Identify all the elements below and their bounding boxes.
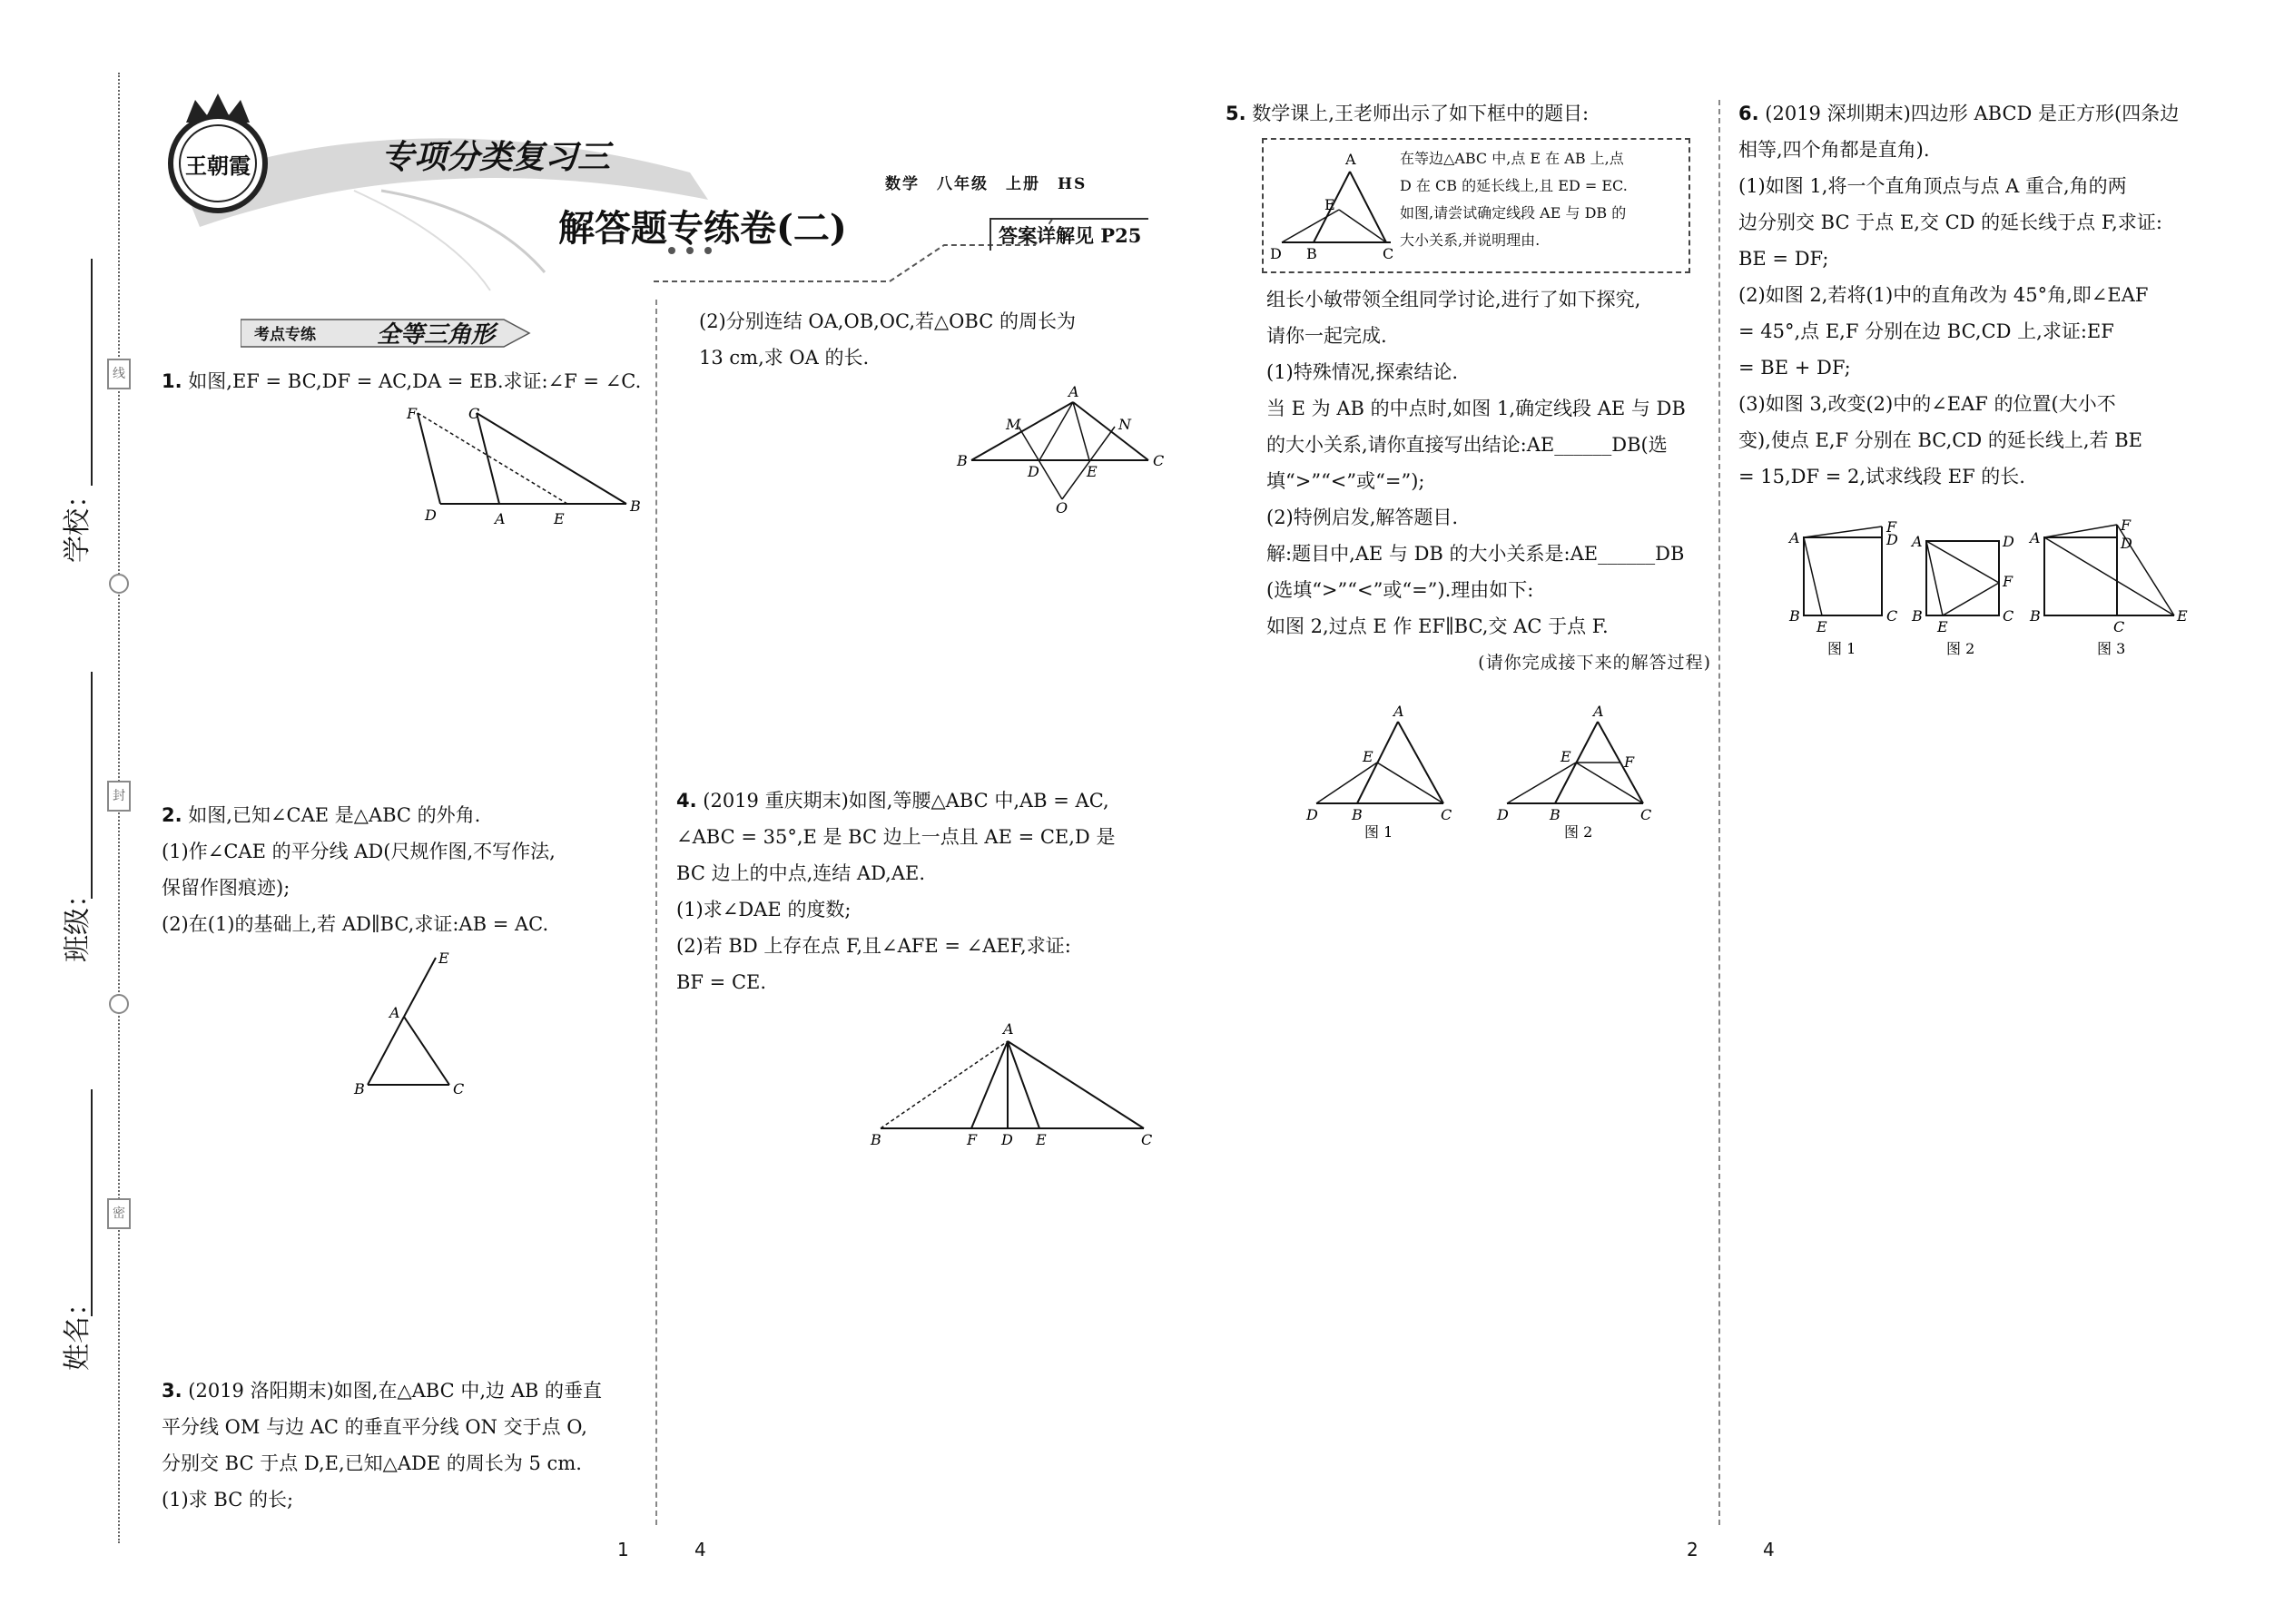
page-number-left-b: 4 xyxy=(694,1539,706,1560)
svg-text:N: N xyxy=(1118,416,1131,433)
svg-text:D: D xyxy=(2121,535,2132,552)
question-6-figure-2 xyxy=(1906,517,2015,663)
question-3-number: 3. xyxy=(162,1380,182,1402)
name-label: 姓名： xyxy=(62,1289,94,1371)
punch-hole-1 xyxy=(109,574,129,594)
question-2-number: 2. xyxy=(162,804,182,826)
question-6-line-10: 变),使点 E,F 分别在 BC,CD 的延长线上,若 BE xyxy=(1738,429,2142,451)
svg-text:C: C xyxy=(2003,607,2014,625)
question-6-number: 6. xyxy=(1738,103,1759,124)
svg-text:A: A xyxy=(1393,704,1404,720)
svg-text:B: B xyxy=(1789,607,1800,625)
question-6-line-11: = 15,DF = 2,试求线段 EF 的长. xyxy=(1738,466,2025,487)
seal-mark-secret: 密 xyxy=(107,1198,131,1229)
svg-text:E: E xyxy=(1087,463,1098,480)
question-6-figure-3-caption: 图 3 xyxy=(2097,640,2126,657)
svg-text:B: B xyxy=(2030,607,2041,625)
svg-text:E: E xyxy=(1937,618,1948,635)
question-5-box-line-4: 大小关系,并说明理由. xyxy=(1400,231,1541,249)
svg-text:F: F xyxy=(1886,518,1897,536)
question-3-line-2: 平分线 OM 与边 AC 的垂直平分线 ON 交于点 O, xyxy=(162,1416,587,1438)
svg-text:E: E xyxy=(1363,748,1373,765)
question-5-line-5: 的大小关系,请你直接写出结论:AE______DB(选 xyxy=(1266,434,1668,456)
svg-text:E: E xyxy=(438,950,449,967)
question-5-line-3: (1)特殊情况,探索结论. xyxy=(1266,361,1459,383)
question-6-line-1: (2019 深圳期末)四边形 ABCD 是正方形(四条边 xyxy=(1765,103,2180,124)
punch-hole-2 xyxy=(109,994,129,1014)
subject-line: 数学 八年级 上册 HS xyxy=(885,175,1088,193)
question-4-line-6: BF = CE. xyxy=(676,971,767,993)
svg-text:F: F xyxy=(2121,517,2132,534)
svg-text:M: M xyxy=(1006,416,1021,433)
svg-text:A: A xyxy=(1345,151,1356,168)
svg-text:C: C xyxy=(1153,452,1165,469)
question-5-box-figure xyxy=(1268,144,1395,267)
svg-text:F: F xyxy=(407,405,418,422)
column-divider-2 xyxy=(1718,100,1720,1525)
svg-text:E: E xyxy=(2177,607,2188,625)
question-2-figure xyxy=(350,949,477,1103)
question-2 xyxy=(162,797,652,942)
logo-medallion xyxy=(163,86,272,213)
svg-text:B: B xyxy=(871,1131,881,1148)
svg-text:D: D xyxy=(2003,533,2014,550)
question-4-line-1: (2019 重庆期末)如图,等腰△ABC 中,AB = AC, xyxy=(703,790,1109,812)
question-5-line-11: (请你完成接下来的解答过程) xyxy=(1478,653,1711,673)
question-3-line-5: (2)分别连结 OA,OB,OC,若△OBC 的周长为 xyxy=(699,310,1076,332)
question-5-figure-1-caption: 图 1 xyxy=(1364,823,1393,840)
question-5-line-10: 如图 2,过点 E 作 EF∥BC,交 AC 于点 F. xyxy=(1266,615,1609,637)
question-5-line-6: 填“>”“<”或“=”); xyxy=(1266,470,1425,492)
school-label: 学校： xyxy=(62,481,94,563)
question-6-line-9: (3)如图 3,改变(2)中的∠EAF 的位置(大小不 xyxy=(1738,393,2116,415)
question-6-line-8: = BE + DF; xyxy=(1738,357,1851,379)
class-label: 班级： xyxy=(62,881,94,962)
question-3 xyxy=(162,1373,652,1518)
svg-text:C: C xyxy=(1640,806,1652,823)
svg-text:B: B xyxy=(1352,806,1363,823)
svg-text:B: B xyxy=(957,452,968,469)
name-blank xyxy=(91,1089,93,1316)
question-5-box-line-2: D 在 CB 的延长线上,且 ED = EC. xyxy=(1400,177,1628,194)
question-4-number: 4. xyxy=(676,790,697,812)
svg-text:A: A xyxy=(1003,1020,1014,1038)
question-1 xyxy=(162,363,643,399)
question-2-part-1: (1)作∠CAE 的平分线 AD(尺规作图,不写作法, xyxy=(162,841,556,862)
question-5-problem-box xyxy=(1262,138,1690,273)
question-4 xyxy=(676,782,1167,1000)
svg-text:B: B xyxy=(1550,806,1561,823)
question-6-line-7: = 45°,点 E,F 分别在边 BC,CD 上,求证:EF xyxy=(1738,320,2114,342)
svg-text:D: D xyxy=(425,507,437,524)
page-number-right-a: 2 xyxy=(1687,1539,1698,1560)
question-6-line-3: (1)如图 1,将一个直角顶点与点 A 重合,角的两 xyxy=(1738,175,2127,197)
section-banner xyxy=(241,316,531,350)
question-5-line-9: (选填“>”“<”或“=”).理由如下: xyxy=(1266,579,1534,601)
svg-text:C: C xyxy=(2113,618,2125,635)
svg-text:D: D xyxy=(1497,806,1509,823)
svg-text:C: C xyxy=(1441,806,1452,823)
question-5-line-7: (2)特例启发,解答题目. xyxy=(1266,507,1459,528)
svg-text:D: D xyxy=(1270,245,1282,262)
svg-text:B: B xyxy=(1306,245,1317,262)
question-5-number: 5. xyxy=(1226,103,1246,124)
question-4-line-4: (1)求∠DAE 的度数; xyxy=(676,899,852,920)
question-5-box-line-1: 在等边△ABC 中,点 E 在 AB 上,点 xyxy=(1400,150,1624,167)
question-5-box-line-3: 如图,请尝试确定线段 AE 与 DB 的 xyxy=(1400,204,1627,221)
logo-text: 王朝霞 xyxy=(185,153,251,179)
question-6-line-2: 相等,四个角都是直角). xyxy=(1738,139,1930,161)
svg-text:E: E xyxy=(554,510,565,527)
question-5-body xyxy=(1266,281,1711,681)
seal-mark-line: 线 xyxy=(107,359,131,389)
svg-text:E: E xyxy=(1324,196,1335,213)
question-5-intro xyxy=(1226,95,1716,132)
svg-text:A: A xyxy=(495,510,506,527)
svg-text:A: A xyxy=(1912,533,1923,550)
svg-text:C: C xyxy=(1141,1131,1153,1148)
question-1-text: 如图,EF = BC,DF = AC,DA = EB.求证:∠F = ∠C. xyxy=(188,370,642,392)
svg-text:D: D xyxy=(1001,1131,1013,1148)
question-5-figure-1 xyxy=(1303,704,1457,840)
question-3-line-4: (1)求 BC 的长; xyxy=(162,1489,294,1511)
svg-text:A: A xyxy=(1789,529,1800,546)
column-divider-1 xyxy=(655,300,657,1525)
question-3-figure xyxy=(953,386,1171,513)
question-6-figure-3 xyxy=(2024,517,2188,663)
paper-title: 解答题专练卷(二) xyxy=(558,207,847,250)
question-6-line-6: (2)如图 2,若将(1)中的直角改为 45°角,即∠EAF xyxy=(1738,284,2149,306)
question-6-figure-1 xyxy=(1784,517,1906,663)
question-5-line-4: 当 E 为 AB 的中点时,如图 1,确定线段 AE 与 DB xyxy=(1266,398,1686,419)
answer-ref: 答案详解见 P25 xyxy=(989,218,1148,251)
question-1-number: 1. xyxy=(162,370,182,392)
svg-text:D: D xyxy=(1028,463,1039,480)
question-5-figure-2-caption: 图 2 xyxy=(1564,823,1593,840)
question-5-intro-text: 数学课上,王老师出示了如下框中的题目: xyxy=(1252,103,1590,124)
question-2-text: 如图,已知∠CAE 是△ABC 的外角. xyxy=(188,804,481,826)
question-3-line-3: 分别交 BC 于点 D,E,已知△ADE 的周长为 5 cm. xyxy=(162,1452,582,1474)
question-6-line-5: BE = DF; xyxy=(1738,248,1829,270)
question-5-line-8: 解:题目中,AE 与 DB 的大小关系是:AE______DB xyxy=(1266,543,1685,565)
question-2-part-1b: 保留作图痕迹); xyxy=(162,877,290,899)
svg-text:E: E xyxy=(1561,748,1571,765)
page-number-left-a: 1 xyxy=(617,1539,629,1560)
question-5-figure-2 xyxy=(1493,704,1657,840)
svg-text:E: E xyxy=(1816,618,1827,635)
svg-text:D: D xyxy=(1306,806,1318,823)
svg-text:E: E xyxy=(1036,1131,1047,1148)
svg-text:A: A xyxy=(1068,386,1079,400)
school-blank xyxy=(91,259,93,486)
svg-text:A: A xyxy=(2030,529,2041,546)
question-5-line-2: 请你一起完成. xyxy=(1266,325,1387,347)
question-6-figure-1-caption: 图 1 xyxy=(1827,640,1856,657)
question-5-line-1: 组长小敏带领全组同学讨论,进行了如下探究, xyxy=(1266,289,1641,310)
class-blank xyxy=(91,672,93,899)
section-title: 全等三角形 xyxy=(377,321,496,349)
series-title: 专项分类复习三 xyxy=(381,139,611,176)
section-tag: 考点专练 xyxy=(254,326,316,344)
svg-text:A: A xyxy=(1593,704,1604,720)
question-6 xyxy=(1738,95,2192,495)
question-1-figure xyxy=(390,404,645,531)
question-4-line-3: BC 边上的中点,连结 AD,AE. xyxy=(676,862,926,884)
question-3-line-1: (2019 洛阳期末)如图,在△ABC 中,边 AB 的垂直 xyxy=(188,1380,602,1402)
svg-text:B: B xyxy=(354,1080,365,1097)
question-3-line-6: 13 cm,求 OA 的长. xyxy=(699,347,870,369)
svg-text:B: B xyxy=(1912,607,1923,625)
svg-text:C: C xyxy=(453,1080,465,1097)
question-4-line-5: (2)若 BD 上存在点 F,且∠AFE = ∠AEF,求证: xyxy=(676,935,1071,957)
svg-text:C: C xyxy=(468,405,480,422)
question-4-figure xyxy=(867,1012,1167,1148)
svg-text:F: F xyxy=(2003,573,2013,590)
svg-text:F: F xyxy=(967,1131,978,1148)
svg-text:A: A xyxy=(389,1004,400,1021)
question-6-line-4: 边分别交 BC 于点 E,交 CD 的延长线于点 F,求证: xyxy=(1738,212,2162,233)
question-6-figure-2-caption: 图 2 xyxy=(1946,640,1975,657)
question-2-part-2: (2)在(1)的基础上,若 AD∥BC,求证:AB = AC. xyxy=(162,913,549,935)
svg-text:O: O xyxy=(1056,499,1068,513)
question-3-continued xyxy=(699,303,1171,376)
seal-mark-seal: 封 xyxy=(107,781,131,812)
svg-text:C: C xyxy=(1886,607,1898,625)
svg-text:D: D xyxy=(1886,531,1898,548)
svg-text:C: C xyxy=(1383,245,1394,262)
svg-text:B: B xyxy=(630,497,641,515)
svg-text:F: F xyxy=(1624,753,1635,771)
question-4-line-2: ∠ABC = 35°,E 是 BC 边上一点且 AE = CE,D 是 xyxy=(676,826,1116,848)
page-number-right-b: 4 xyxy=(1763,1539,1775,1560)
